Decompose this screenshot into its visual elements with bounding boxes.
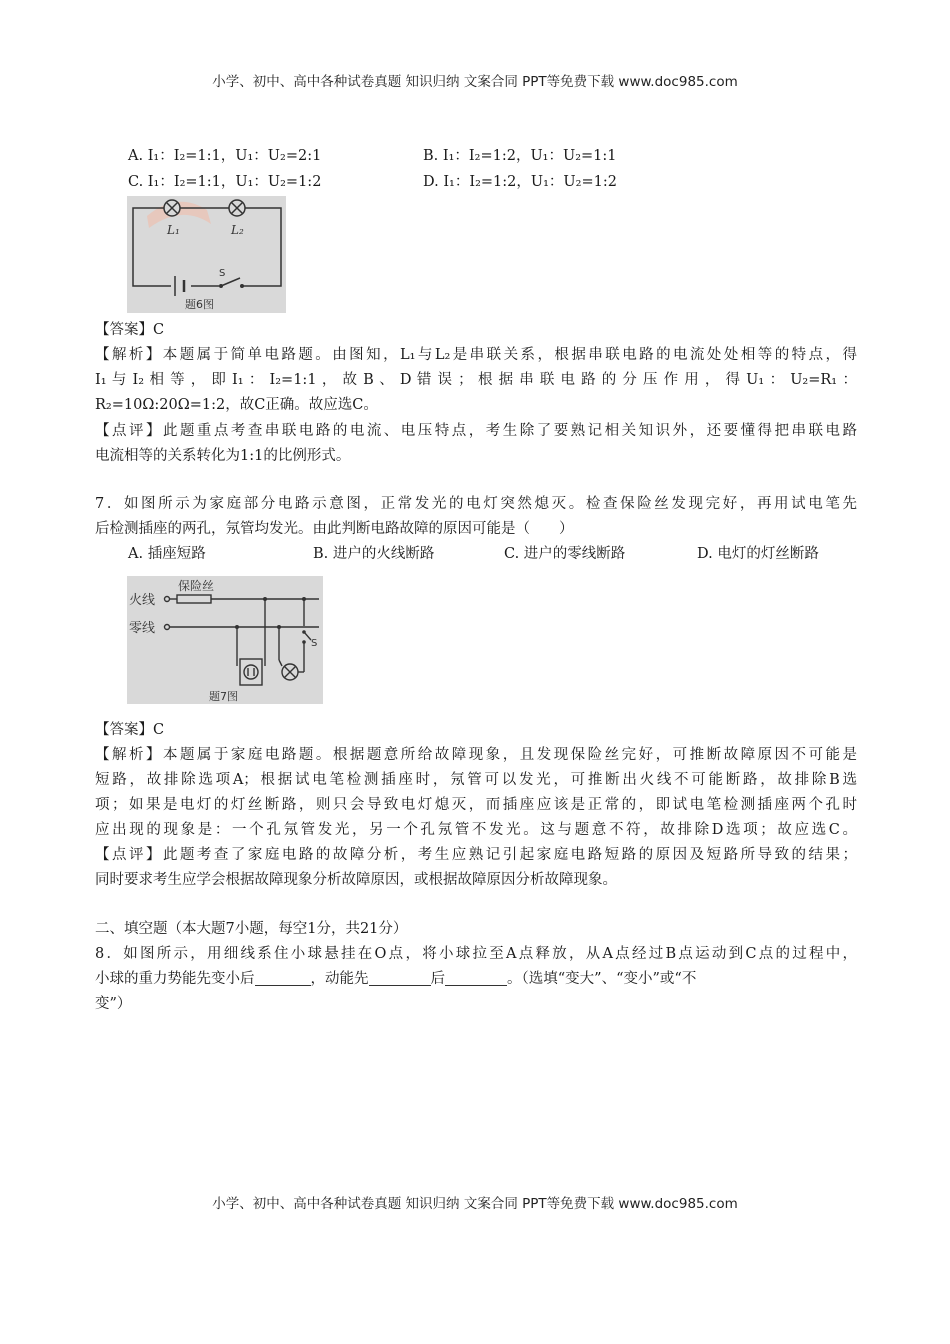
- q6-circuit-figure: [127, 196, 286, 313]
- q7-analysis-line: 短路，故排除选项A；根据试电笔检测插座时，氖管可以发光，可推断出火线不可能断路，故排除B选: [95, 772, 857, 788]
- q6-analysis-line: R₂=10Ω:20Ω=1:2，故C正确。故应选C。: [95, 397, 378, 413]
- q7-option-b: B. 进户的火线断路: [313, 546, 435, 562]
- fuse-label: 保险丝: [178, 579, 215, 593]
- q7-option-d: D. 电灯的灯丝断路: [697, 546, 819, 562]
- q7-stem-line: 后检测插座的两孔，氖管均发光。由此判断电路故障的原因可能是（ ）: [95, 521, 574, 537]
- q8-text: 小球的重力势能先变小后: [95, 971, 255, 987]
- q8-text: ，动能先: [310, 971, 369, 987]
- lamp-l2-label: L₂: [231, 223, 244, 237]
- page-header: 小学、初中、高中各种试卷真题 知识归纳 文案合同 PPT等免费下载 www.doc985.com: [212, 74, 738, 90]
- q6-analysis-line: 【解析】本题属于简单电路题。由图知，L₁与L₂是串联关系，根据串联电路的电流处处相等的特点，得: [95, 347, 857, 363]
- q6-comment-line: 【点评】此题重点考查串联电路的电流、电压特点，考生除了要熟记相关知识外，还要懂得把串联电路: [95, 423, 857, 439]
- q7-analysis-line: 项；如果是电灯的灯丝断路，则只会导致电灯熄灭，而插座应该是正常的，即试电笔检测插座两个孔时: [95, 797, 857, 813]
- q7-circuit-figure: [127, 576, 323, 704]
- q6-option-c: C. I₁：I₂=1:1，U₁：U₂=1:2: [128, 174, 322, 190]
- q7-answer: 【答案】C: [95, 722, 165, 738]
- live-wire-label: 火线: [129, 593, 156, 608]
- answer-blank: [369, 971, 431, 986]
- q8-text: 。（选填“变大”、“变小”或“不: [507, 971, 697, 987]
- figure-caption: 题6图: [185, 298, 214, 311]
- q6-option-d: D. I₁：I₂=1:2，U₁：U₂=1:2: [423, 174, 617, 190]
- answer-blank: [445, 971, 507, 986]
- switch-label: S: [219, 268, 226, 279]
- q6-option-b: B. I₁：I₂=1:2，U₁：U₂=1:1: [423, 148, 617, 164]
- q7-option-a: A. 插座短路: [128, 546, 206, 562]
- neutral-wire-label: 零线: [129, 621, 156, 636]
- q8-stem-line: 8．如图所示，用细线系住小球悬挂在O点，将小球拉至A点释放，从A点经过B点运动到C点的过程中，: [95, 946, 857, 962]
- q6-comment-line: 电流相等的关系转化为1:1的比例形式。: [95, 448, 351, 464]
- q8-stem-line-2: [95, 969, 696, 989]
- page-footer: 小学、初中、高中各种试卷真题 知识归纳 文案合同 PPT等免费下载 www.doc985.com: [212, 1196, 738, 1212]
- q6-option-a: A. I₁：I₂=1:1，U₁：U₂=2:1: [128, 148, 322, 164]
- section-title: 二、填空题（本大题7小题，每空1分，共21分）: [95, 921, 408, 937]
- q7-analysis-line: 应出现的现象是：一个孔氖管发光，另一个孔氖管不发光。这与题意不符，故排除D选项；故应选C。: [95, 822, 857, 838]
- q7-comment-line: 同时要求考生应学会根据故障现象分析故障原因，或根据故障原因分析故障现象。: [95, 872, 617, 888]
- q7-analysis-line: 【解析】本题属于家庭电路题。根据题意所给故障现象，且发现保险丝完好，可推断故障原因不可能是: [95, 747, 857, 763]
- answer-blank: [255, 971, 311, 986]
- q8-text: 后: [430, 971, 445, 987]
- q6-analysis-line: I₁ 与 I₂ 相 等 ， 即 I₁ ： I₂=1:1 ， 故 B 、 D 错 误 ； 根 据 串 联 电 路 的 分 压 作 用 ， 得 U₁ ： U₂=R₁ ：: [95, 372, 857, 388]
- q7-option-c: C. 进户的零线断路: [504, 546, 626, 562]
- switch-label: S: [311, 638, 318, 649]
- q8-stem-line: 变”）: [95, 996, 132, 1012]
- figure-caption: 题7图: [209, 690, 238, 703]
- lamp-l1-label: L₁: [167, 223, 180, 237]
- q6-answer: 【答案】C: [95, 322, 165, 338]
- q7-stem-line: 7．如图所示为家庭部分电路示意图，正常发光的电灯突然熄灭。检查保险丝发现完好，再用试电笔先: [95, 496, 857, 512]
- q7-comment-line: 【点评】此题考查了家庭电路的故障分析，考生应熟记引起家庭电路短路的原因及短路所导致的结果；: [95, 847, 857, 863]
